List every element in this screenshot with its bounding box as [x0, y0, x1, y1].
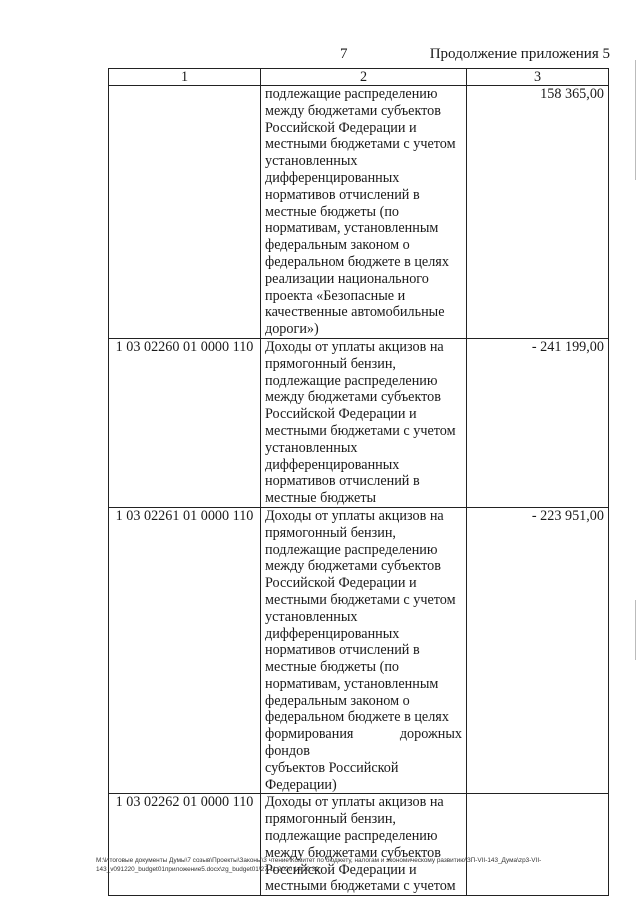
description-line: нормативов отчислений в: [265, 473, 420, 490]
description-line: дифференцированных: [265, 625, 400, 642]
table-row: [109, 338, 609, 507]
description-line: прямогонный бензин,: [265, 811, 396, 828]
column-number-2: 2: [261, 69, 467, 86]
amount-cell: - 223 951,00: [467, 507, 609, 794]
description-line: Российской Федерации и: [265, 119, 417, 136]
description-line: федеральным законом о: [265, 237, 410, 254]
description-line: нормативов отчислений в: [265, 642, 420, 659]
table-row: [109, 86, 609, 339]
description-line: местные бюджеты (по: [265, 203, 400, 220]
description-line: проекта «Безопасные и: [265, 287, 406, 304]
file-path-footer: M:\Итоговые документы Думы\7 созыв\Проекты\Законы\3 чтение\Комитет по бюджету, налогам и экономическому развитию\ЗП-VII-143_Дума\zp3-VII-143_v091220_budget01приложение5.docx\zg_budget01\27.11.2020 14:20:39: [96, 857, 542, 873]
table-row: [109, 794, 609, 896]
description-line: дороги»): [265, 321, 319, 338]
description-line: подлежащие распределению: [265, 828, 438, 845]
budget-code-cell: [109, 86, 261, 339]
description-line: нормативам, установленным: [265, 220, 439, 237]
description-line: качественные автомобильные: [265, 304, 445, 321]
description-line: установленных: [265, 608, 358, 625]
description-line: Российской Федерации и: [265, 861, 417, 878]
description-cell: [261, 86, 467, 339]
description-line: Доходы от уплаты акцизов на: [265, 507, 444, 524]
description-line: местные бюджеты: [265, 490, 377, 507]
description-line: прямогонный бензин,: [265, 524, 396, 541]
scan-edge-mark: [635, 600, 636, 660]
description-line: реализации национального: [265, 270, 429, 287]
description-line: федеральном бюджете в целях: [265, 253, 449, 270]
description-cell: [261, 338, 467, 507]
column-number-row: [109, 69, 609, 86]
budget-code-cell: 1 03 02262 01 0000 110: [109, 794, 261, 896]
description-line: субъектов Российской: [265, 759, 399, 776]
description-line: между бюджетами субъектов: [265, 844, 441, 861]
description-line: нормативов отчислений в: [265, 186, 420, 203]
description-line: установленных: [265, 439, 358, 456]
description-line: федеральным законом о: [265, 692, 410, 709]
description-line: Российской Федерации и: [265, 575, 417, 592]
page-number: 7: [340, 46, 348, 62]
description-cell: [261, 794, 467, 896]
continuation-label: Продолжение приложения 5: [429, 46, 610, 62]
description-line: Федерации): [265, 776, 337, 793]
column-number-3: 3: [467, 69, 609, 86]
description-line: между бюджетами субъектов: [265, 558, 441, 575]
amount-cell: 158 365,00: [467, 86, 609, 339]
description-line: нормативам, установленным: [265, 675, 439, 692]
column-number-1: 1: [109, 69, 261, 86]
description-line: прямогонный бензин,: [265, 355, 396, 372]
amount-cell: [467, 794, 609, 896]
description-line: местными бюджетами с учетом: [265, 136, 456, 153]
description-line: дифференцированных: [265, 169, 400, 186]
budget-code-cell: 1 03 02261 01 0000 110: [109, 507, 261, 794]
description-line: подлежащие распределению: [265, 86, 438, 102]
description-line: федеральном бюджете в целях: [265, 709, 449, 726]
scan-edge-mark: [635, 60, 636, 180]
description-line: местные бюджеты (по: [265, 659, 400, 676]
description-line: Российской Федерации и: [265, 406, 417, 423]
description-line: дифференцированных: [265, 456, 400, 473]
description-line: подлежащие распределению: [265, 372, 438, 389]
description-line: Доходы от уплаты акцизов на: [265, 794, 444, 811]
description-line: местными бюджетами с учетом: [265, 878, 456, 895]
budget-code-cell: 1 03 02260 01 0000 110: [109, 338, 261, 507]
description-line: установленных: [265, 153, 358, 170]
amount-cell: - 241 199,00: [467, 338, 609, 507]
description-cell: [261, 507, 467, 794]
description-line: местными бюджетами с учетом: [265, 591, 456, 608]
description-line: местными бюджетами с учетом: [265, 422, 456, 439]
description-line: между бюджетами субъектов: [265, 102, 441, 119]
description-line: между бюджетами субъектов: [265, 389, 441, 406]
description-line: Доходы от уплаты акцизов на: [265, 338, 444, 355]
table-row: [109, 507, 609, 794]
budget-table: [108, 68, 609, 896]
description-line: формирования дорожных фондов: [265, 726, 462, 760]
description-line: подлежащие распределению: [265, 541, 438, 558]
